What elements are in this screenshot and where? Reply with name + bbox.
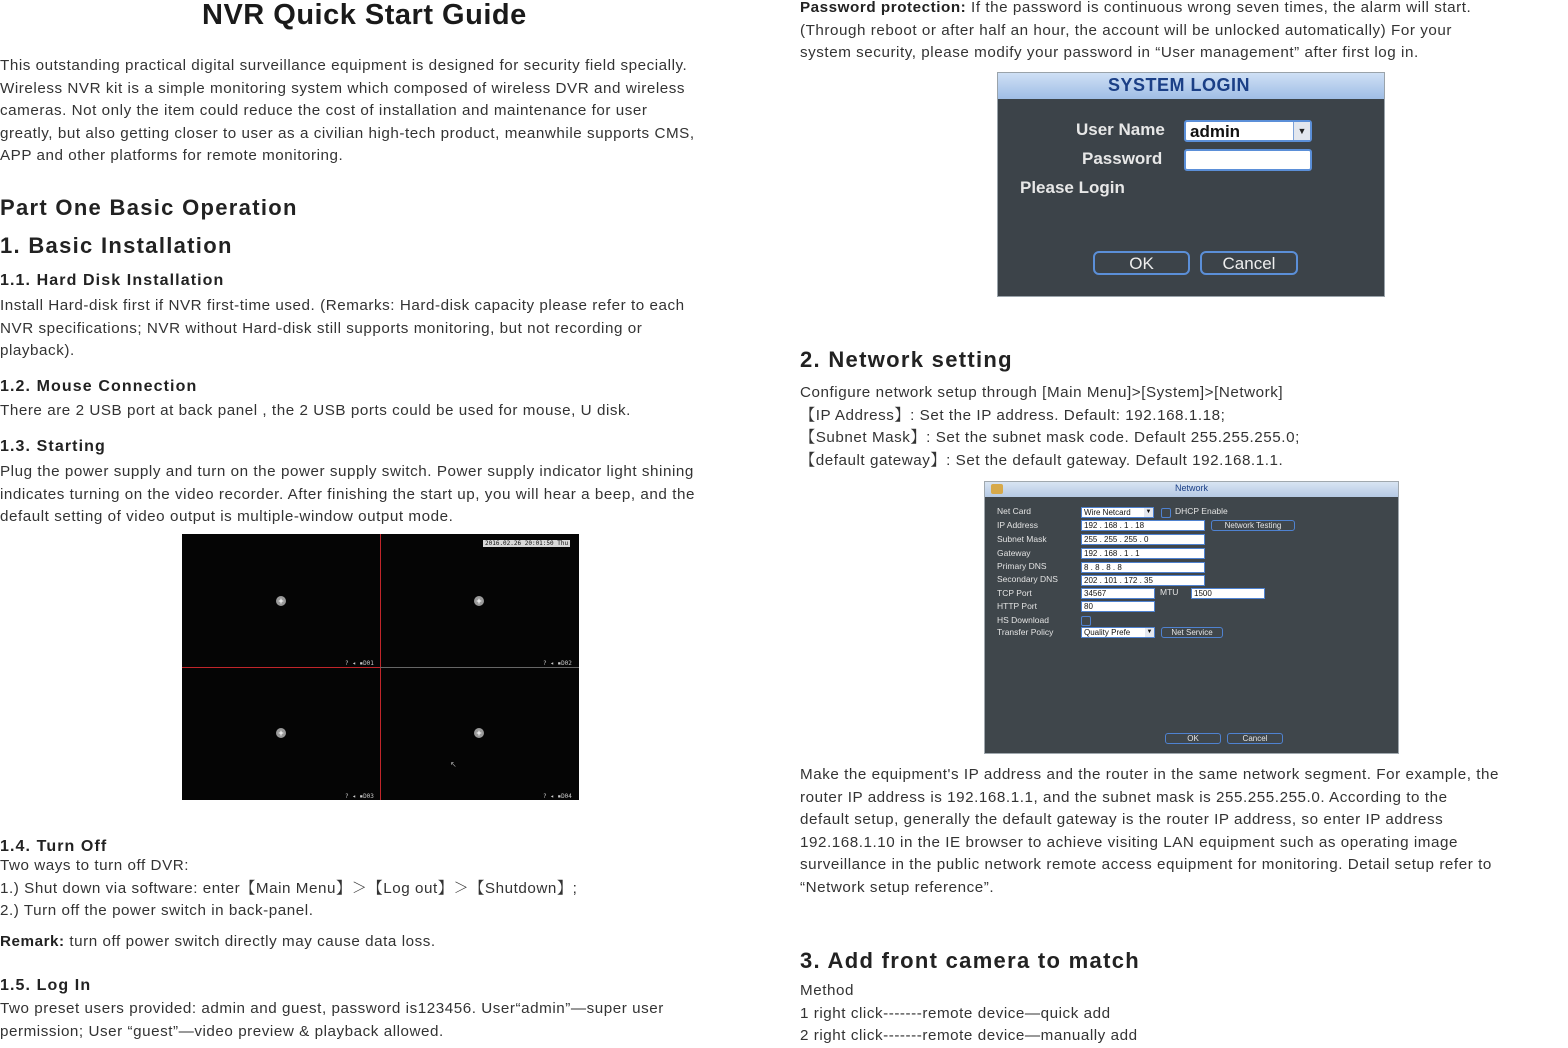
ip-address-field[interactable]: 192 . 168 . 1 . 18 <box>1081 520 1205 531</box>
secondary-dns-label: Secondary DNS <box>997 574 1058 584</box>
network-setting-text: Configure network setup through [Main Menu]>[System]>[Network] 【IP Address】: Set the IP address. Default: 192.168.1.18; 【Subnet Mask】: Set the subnet mask code. Default 255.255.255.0; 【default gateway】: Set the default gateway. Default 192.168.1.1. <box>800 384 1300 469</box>
network-testing-button[interactable]: Network Testing <box>1211 520 1295 531</box>
hs-download-checkbox[interactable] <box>1081 616 1091 626</box>
multi-window-screen <box>182 534 579 800</box>
log-in-text: Two preset users provided: admin and guest, password is123456. User“admin”—super user permission; User “guest”—video preview & playback allowed. <box>0 1000 664 1040</box>
chevron-down-icon[interactable]: ▼ <box>1146 629 1153 635</box>
mouse-connection-heading: 1.2. Mouse Connection <box>0 378 198 395</box>
chevron-down-icon[interactable]: ▼ <box>1293 122 1310 140</box>
basic-installation-heading: 1. Basic Installation <box>0 233 233 258</box>
system-login-dialog <box>997 72 1385 297</box>
net-card-select[interactable]: Wire Netcard ▼ <box>1081 507 1154 518</box>
split-line <box>182 667 380 668</box>
subnet-mask-field[interactable]: 255 . 255 . 255 . 0 <box>1081 534 1205 545</box>
hs-download-label: HS Download <box>997 615 1049 625</box>
net-service-button[interactable]: Net Service <box>1161 627 1223 638</box>
channel-label: ? ◂ ▪D03 <box>345 793 374 800</box>
starting-text: Plug the power supply and turn on the power supply switch. Power supply indicator light shining indicates turning on the video recorder. After finishing the start up, you will hear a beep, and the default setting of video output is multiple-window output mode. <box>0 463 695 525</box>
hard-disk-text: Install Hard-disk first if NVR first-time used. (Remarks: Hard-disk capacity please refer to each NVR specifications; NVR without Hard-disk still supports monitoring, but not recording or playback). <box>0 297 685 359</box>
split-line <box>380 667 579 668</box>
cancel-button[interactable]: Cancel <box>1227 733 1283 744</box>
add-camera-text: Method 1 right click-------remote device—quick add 2 right click-------remote device—manually add <box>800 982 1138 1044</box>
mtu-field[interactable]: 1500 <box>1191 588 1265 599</box>
add-camera-icon[interactable]: + <box>474 596 484 606</box>
network-icon <box>991 484 1003 494</box>
add-camera-icon[interactable]: + <box>276 596 286 606</box>
gateway-field[interactable]: 192 . 168 . 1 . 1 <box>1081 548 1205 559</box>
dhcp-checkbox[interactable] <box>1161 508 1171 518</box>
remark-line: Remark: turn off power switch directly may cause data loss. <box>0 933 436 950</box>
add-camera-heading: 3. Add front camera to match <box>800 948 1140 973</box>
secondary-dns-field[interactable]: 202 . 101 . 172 . 35 <box>1081 575 1205 586</box>
turn-off-heading: 1.4. Turn Off <box>0 838 108 855</box>
screen-timestamp: 2016.02.26 20:01:50 Thu <box>485 540 569 547</box>
mtu-label: MTU <box>1160 587 1179 597</box>
channel-label: ? ◂ ▪D04 <box>543 793 572 800</box>
part-one-heading: Part One Basic Operation <box>0 195 298 220</box>
http-port-label: HTTP Port <box>997 601 1037 611</box>
turn-off-text: Two ways to turn off DVR: 1.) Shut down via software: enter【Main Menu】＞【Log out】＞【Shutdown】; 2.) Turn off the power switch in back-panel. <box>0 857 578 919</box>
transfer-policy-select[interactable]: Quality Prefe ▼ <box>1081 627 1155 638</box>
channel-label: ? ◂ ▪D02 <box>543 660 572 667</box>
add-camera-icon[interactable]: + <box>276 728 286 738</box>
network-setting-heading: 2. Network setting <box>800 347 1013 372</box>
document-title: NVR Quick Start Guide <box>202 0 527 31</box>
log-in-heading: 1.5. Log In <box>0 977 92 994</box>
dialog-title-bar <box>985 482 1398 497</box>
primary-dns-field[interactable]: 8 . 8 . 8 . 8 <box>1081 562 1205 573</box>
dialog-title: Network <box>1175 483 1209 493</box>
starting-heading: 1.3. Starting <box>0 438 106 455</box>
ok-button[interactable]: OK <box>1165 733 1221 744</box>
gateway-label: Gateway <box>997 548 1031 558</box>
network-dialog <box>984 481 1399 754</box>
tcp-port-field[interactable]: 34567 <box>1081 588 1155 599</box>
tcp-port-label: TCP Port <box>997 588 1032 598</box>
net-card-label: Net Card <box>997 506 1032 516</box>
password-input[interactable] <box>1184 149 1312 171</box>
user-name-select[interactable]: admin ▼ <box>1184 120 1312 142</box>
cancel-button[interactable]: Cancel <box>1200 251 1298 275</box>
dhcp-label: DHCP Enable <box>1175 506 1228 516</box>
transfer-policy-label: Transfer Policy <box>997 627 1054 637</box>
chevron-down-icon[interactable]: ▼ <box>1145 509 1152 515</box>
ok-button[interactable]: OK <box>1093 251 1190 275</box>
channel-label: ? ◂ ▪D01 <box>345 660 374 667</box>
http-port-field[interactable]: 80 <box>1081 601 1155 612</box>
login-prompt: Please Login <box>1020 178 1125 197</box>
subnet-mask-label: Subnet Mask <box>997 534 1047 544</box>
primary-dns-label: Primary DNS <box>997 561 1047 571</box>
dialog-title: SYSTEM LOGIN <box>1108 75 1251 95</box>
network-explanation-text: Make the equipment's IP address and the router in the same network segment. For example, the router IP address is 192.168.1.1, and the subnet mask is 255.255.255.0. According to the default setup, generally the default gateway is the router IP address, so enter IP address 192.168.1.10 in the IE browser to achieve visiting LAN equipment such as operating image surveillance in the public network remote access equipment for monitoring. Detail setup refer to “Network setup reference”. <box>800 766 1500 896</box>
user-name-label: User Name <box>1076 120 1165 139</box>
password-label: Password <box>1082 149 1163 168</box>
password-protection-text: Password protection: If the password is continuous wrong seven times, the alarm will start. (Through reboot or after half an hour, the account will be unlocked automatically) For your system security, please modify your password in “User management” after first log in. <box>800 0 1472 61</box>
ip-address-label: IP Address <box>997 520 1038 530</box>
mouse-connection-text: There are 2 USB port at back panel , the 2 USB ports could be used for mouse, U disk. <box>0 402 631 419</box>
add-camera-icon[interactable]: + <box>474 728 484 738</box>
dialog-title-bar <box>998 73 1384 99</box>
hard-disk-heading: 1.1. Hard Disk Installation <box>0 272 225 289</box>
mouse-cursor-icon: ↖ <box>450 760 457 769</box>
intro-paragraph: This outstanding practical digital surveillance equipment is designed for security field specially. Wireless NVR kit is a simple monitoring system which composed of wireless DVR and wireless cameras. Not only the item could reduce the cost of installation and maintenance for user greatly, but also getting closer to user as a civilian high-tech product, meanwhile supports CMS, APP and other platforms for remote monitoring. <box>0 57 695 164</box>
